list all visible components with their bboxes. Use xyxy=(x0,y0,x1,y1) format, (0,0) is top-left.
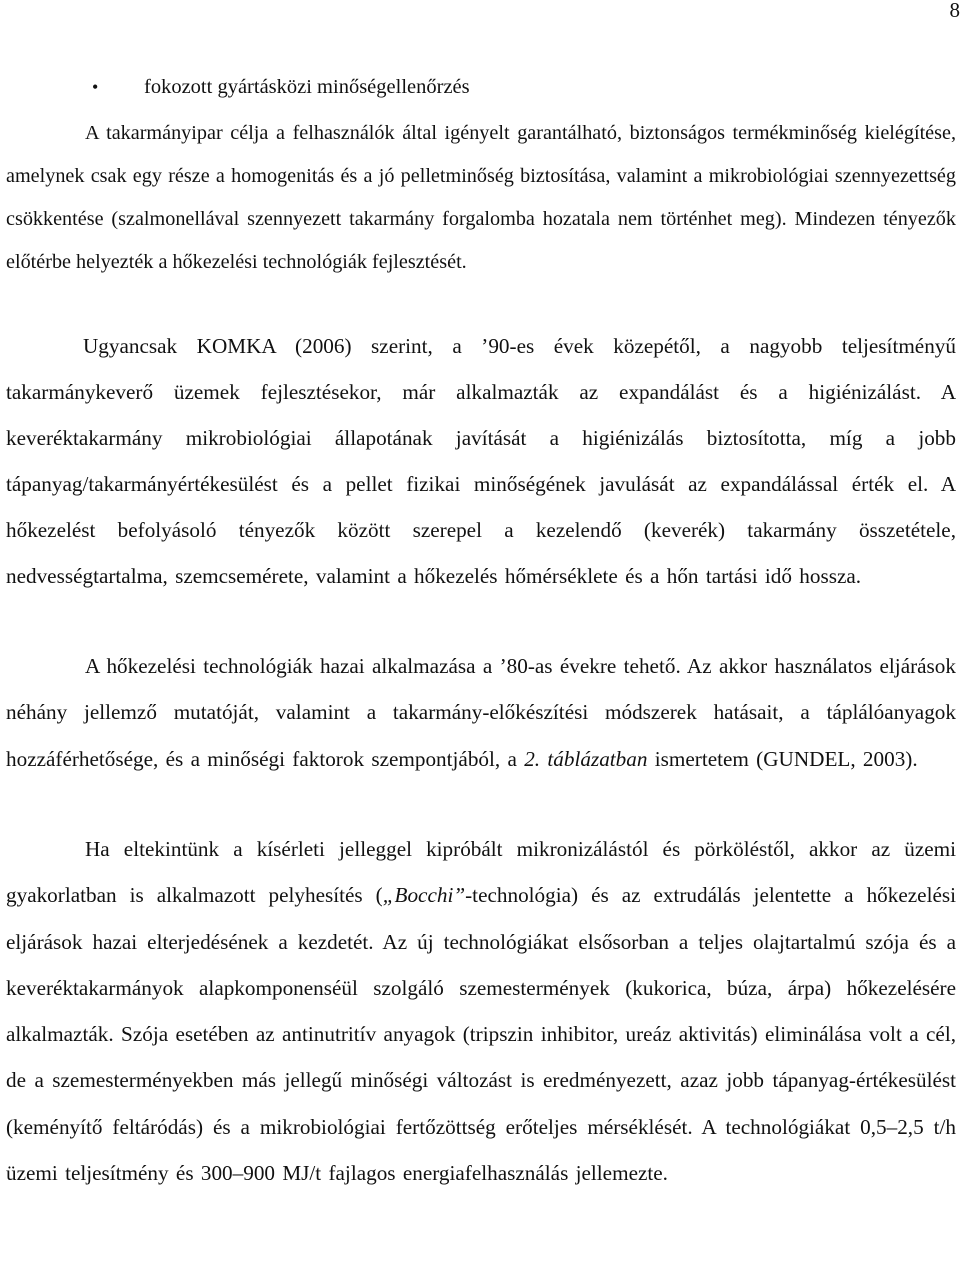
table-reference: 2. táblázatban xyxy=(524,746,648,771)
paragraph-3-text-b: ismertetem (GUNDEL, 2003). xyxy=(647,746,918,771)
paragraph-1 xyxy=(6,112,956,284)
bullet-item-text: fokozott gyártásközi minőségellenőrzés xyxy=(144,76,470,98)
paragraph-2 xyxy=(6,323,956,599)
paragraph-4 xyxy=(6,826,956,1196)
page-number: 8 xyxy=(949,0,960,22)
paragraph-3 xyxy=(6,643,956,782)
paragraph-4-text-a: Ha eltekintünk a kísérleti jelleggel kipróbált mikronizálástól és pörköléstől, akkor az üzemi gyakorlatban is alkalmazott pelyhesítés ( xyxy=(6,837,956,908)
paragraph-4-text-b: -technológia) és az extrudálás jelentette a hőkezelési eljárások hazai elterjedésének a kezdetét. Az új technológiákat elsősorban a teljes olajtartalmú szója és a keveréktakarmányok alapkomponenséül szolgáló szemestermények (kukorica, búza, árpa) hőkezelésére alkalmazták. Szója esetében az antinutritív anyagok (tripszin inhibitor, ureáz aktivitás) eliminálása volt a cél, de a szemesterményekben más jellegű minőségi változást is eredményezett, azaz jobb tápanyag-értékesülést (keményítő feltáródás) és a mikrobiológiai fertőzöttség erőteljes mérséklését. A technológiákat 0,5–2,5 t/h üzemi teljesítmény és 300–900 MJ/t fajlagos energiafelhasználás jellemezte. xyxy=(6,883,956,1186)
paragraph-1-text: A takarmányipar célja a felhasználók által igényelt garantálható, biztonságos termékminőség kielégítése, amelynek csak egy része a homogenitás és a jó pelletminőség biztosítása, valamint a mikrobiológiai szennyezettség csökkentése (szalmonellával szennyezett takarmány forgalomba hozatala nem történhet meg). Mindezen tényezők előtérbe helyezték a hőkezelési technológiák fejlesztését. xyxy=(6,122,956,273)
bullet-icon: • xyxy=(92,77,99,97)
paragraph-3-text-a: A hőkezelési technológiák hazai alkalmazása a ’80-as évekre tehető. Az akkor használatos eljárások néhány jellemző mutatóját, valamint a takarmány-előkészítési módszerek hatásait, a táplálóanyagok hozzáférhetősége, és a minőségi faktorok szempontjából, a xyxy=(6,654,956,771)
bocchi-term: „Bocchi” xyxy=(382,883,466,908)
bullet-list-item xyxy=(92,76,470,99)
paragraph-2-text: Ugyancsak KOMKA (2006) szerint, a ’90-es évek közepétől, a nagyobb teljesítményű takarmánykeverő üzemek fejlesztésekor, már alkalmazták az expandálást és a higiénizálást. A keveréktakarmány mikrobiológiai állapotának javítását a higiénizálás biztosította, míg a jobb tápanyag/takarmányértékesülést és a pellet fizikai minőségének javulását az expandálással érték el. A hőkezelést befolyásoló tényezők között szerepel a kezelendő (keverék) takarmány összetétele, nedvességtartalma, szemcsemérete, valamint a hőkezelés hőmérséklete és a hőn tartási idő hossza. xyxy=(6,334,956,588)
